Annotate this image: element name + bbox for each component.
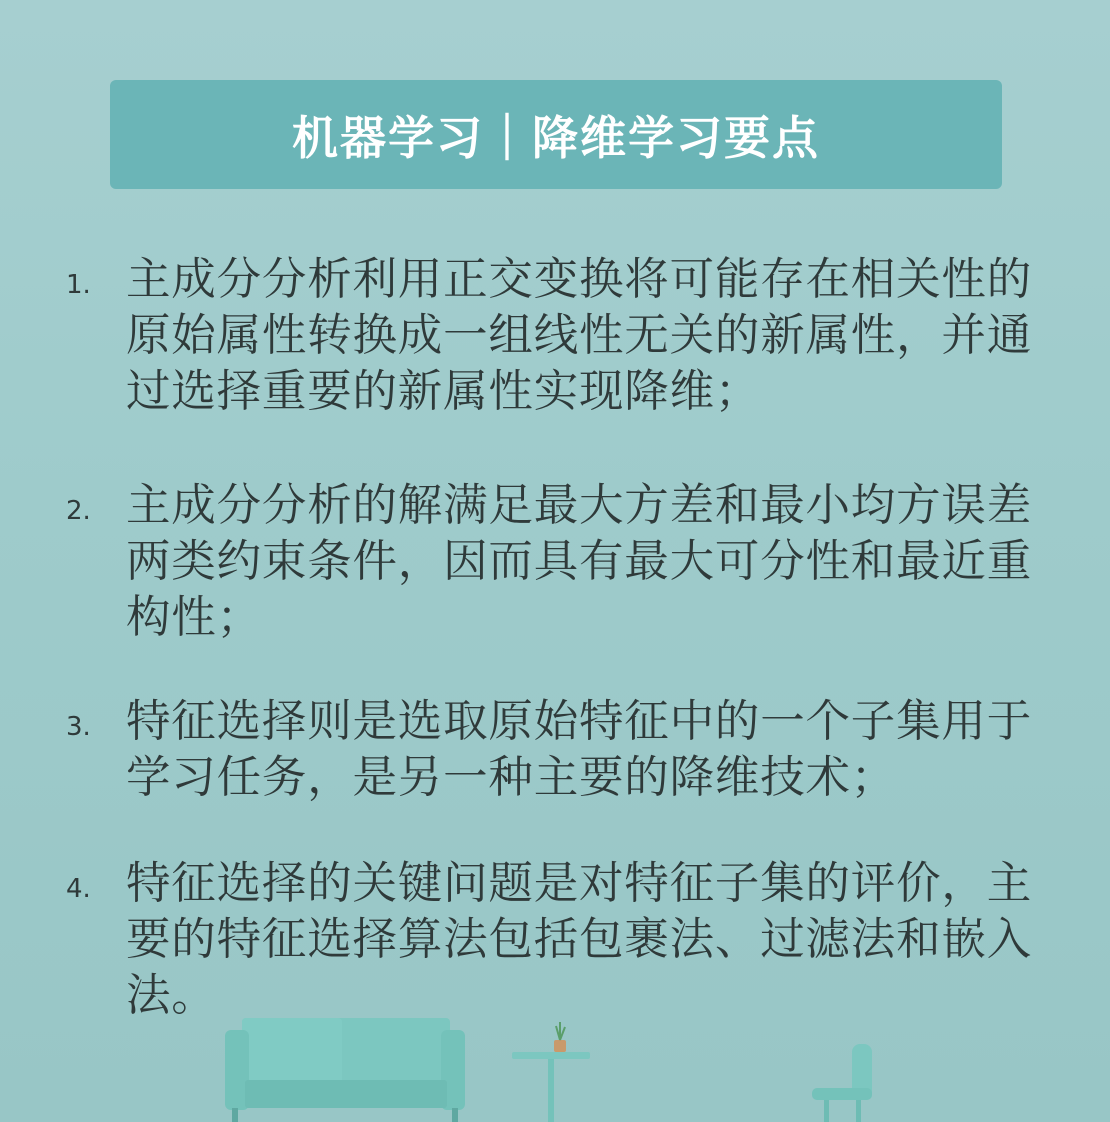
chair-icon: [812, 1044, 872, 1122]
list-item-number: 3.: [66, 712, 91, 742]
list-item-text: 特征选择则是选取原始特征中的一个子集用于学习任务，是另一种主要的降维技术；: [126, 696, 1033, 803]
title-banner: [110, 80, 1002, 189]
side-table-icon: [512, 1052, 590, 1122]
list-item-text: 主成分分析利用正交变换将可能存在相关性的原始属性转换成一组线性无关的新属性，并通过选择重要的新属性实现降维；: [126, 254, 1033, 417]
list-item-number: 2.: [66, 496, 91, 526]
room-illustration: [0, 1010, 1110, 1122]
page-title: 机器学习｜降维学习要点: [292, 110, 820, 165]
plant-icon: [554, 1022, 566, 1052]
sofa-icon: [225, 1018, 465, 1122]
list-item-text: 主成分分析的解满足最大方差和最小均方误差两类约束条件，因而具有最大可分性和最近重构性；: [126, 480, 1033, 643]
list-item-number: 4.: [66, 874, 91, 904]
list-item-number: 1.: [66, 270, 91, 300]
list-item-text: 特征选择的关键问题是对特征子集的评价，主要的特征选择算法包括包裹法、过滤法和嵌入法。: [126, 858, 1033, 1021]
